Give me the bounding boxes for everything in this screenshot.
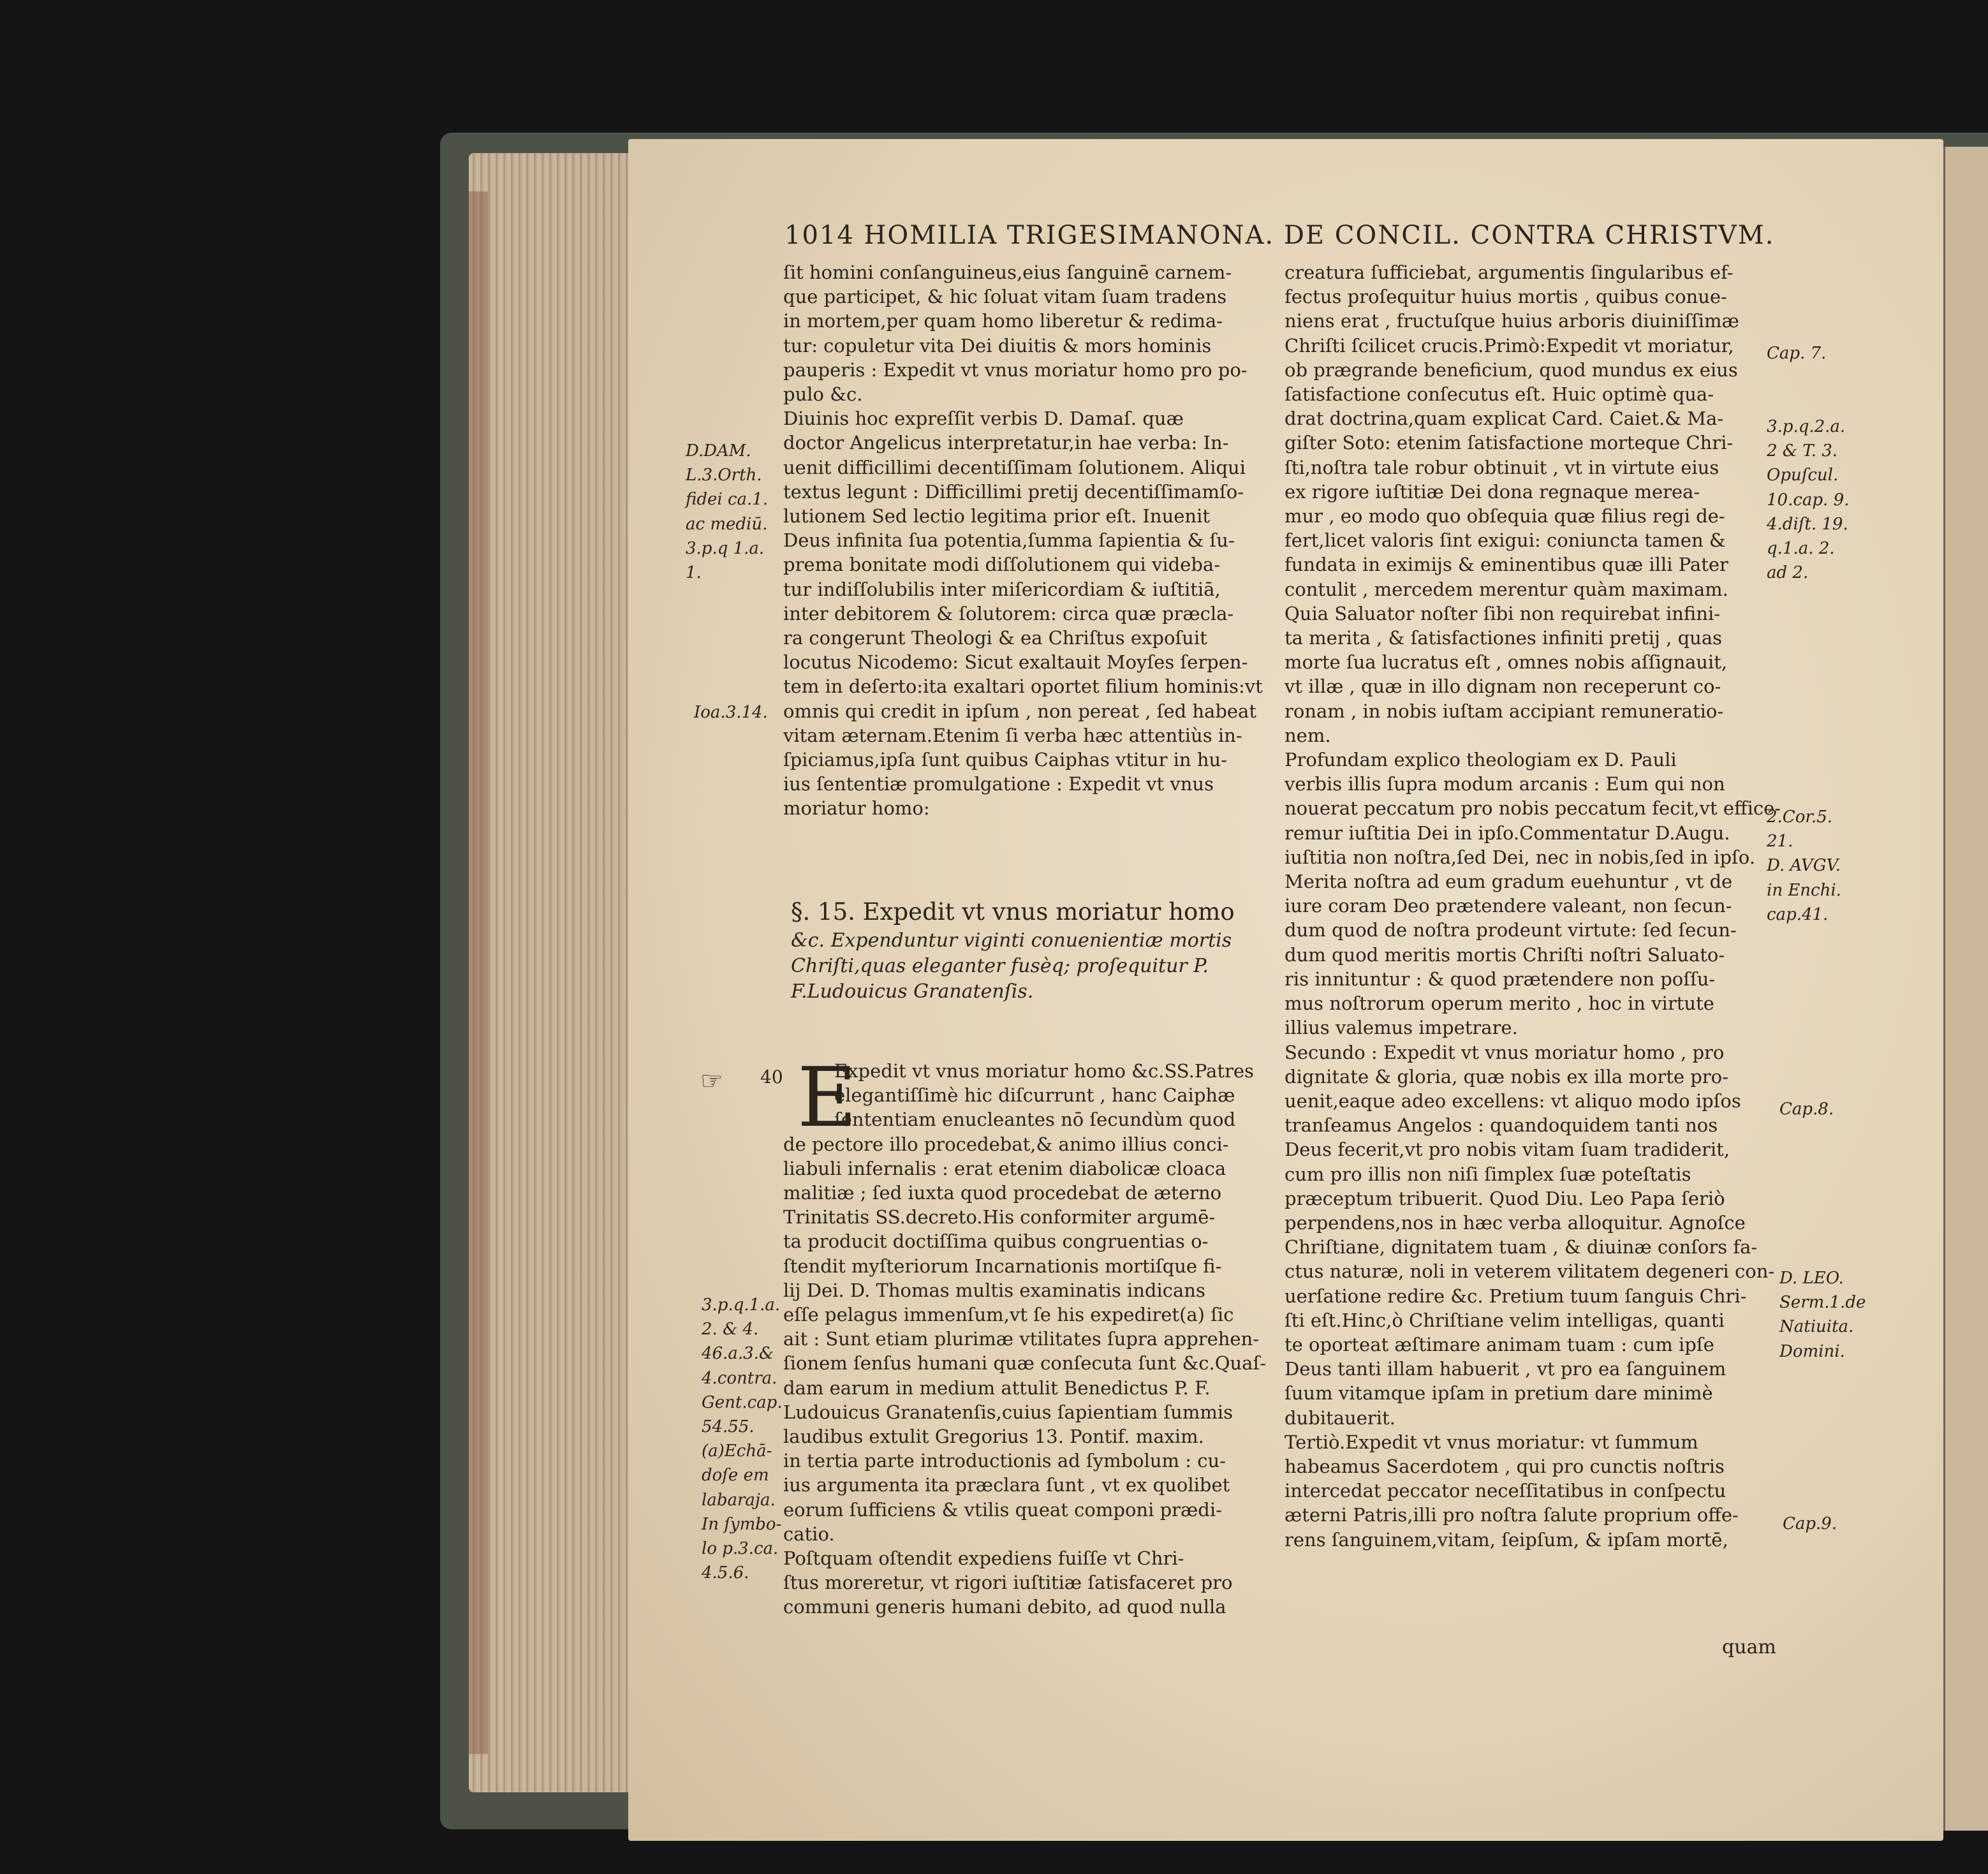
text-line: nem. [1285,724,1331,746]
text-line: intercedat peccator neceſſitatibus in conſpectu [1285,1480,1727,1502]
margin-line: 2. & 4. [702,1320,759,1339]
text-line: tranſeamus Angelos : quandoquidem tanti nos [1285,1114,1718,1137]
margin-line: Opuſcul. [1767,466,1839,485]
margin-line: 4.diſt. 19. [1767,514,1848,534]
margin-line: Cap.8. [1779,1100,1834,1119]
margin-line: Ioa.3.14. [694,703,768,722]
text-line: ait : Sunt etiam plurimæ vtilitates ſupra apprehen- [783,1328,1260,1350]
margin-line: 2.Cor.5. [1767,808,1832,827]
text-line: ſuum vitamque ipſam in pretium dare minimè [1285,1382,1713,1405]
margin-line: 10.cap. 9. [1767,490,1850,510]
text-line: inter debitorem & ſolutorem: circa quæ præcla- [783,602,1234,624]
section-body-line: Chriſti,quas eleganter fusèq; proſequitur P. [791,955,1209,977]
margin-line: D.DAM. [686,441,751,461]
text-line: ex rigore iuſtitiæ Dei dona regnaque merea- [1285,480,1700,503]
margin-line: 21. [1767,832,1793,852]
text-line: tem in deſerto:ita exaltari oportet filium hominis:vt [783,675,1263,698]
text-line: ſpiciamus,ipſa ſunt quibus Caiphas vtitur in hu- [783,749,1227,771]
margin-line: ac mediū. [686,514,768,534]
margin-line: q.1.a. 2. [1767,539,1835,559]
margin-line: Cap.9. [1783,1514,1837,1533]
margin-line: cap.41. [1767,904,1829,924]
text-line: Ludouicus Granatenſis,cuius ſapientiam ſummis [783,1401,1233,1423]
margin-note-cap8 [1779,1097,1834,1121]
text-line: ronam , in nobis iuſtam accipiant remuneratio- [1285,700,1724,722]
margin-line: lo p.3.ca. [702,1539,779,1559]
text-line: mus noſtrorum operum merito , hoc in virtute [1285,992,1714,1015]
paragraph-number: 40 [760,1066,783,1088]
text-line: tur indiſſolubilis inter miſericordiam & iuſtitiā, [783,578,1221,600]
margin-line: 3.p.q.2.a. [1767,417,1846,436]
text-line: Chriſti ſcilicet crucis.Primò:Expedit vt moriatur, [1285,334,1734,357]
text-line: omnis qui credit in ipſum , non pereat , ſed habeat [783,700,1256,722]
text-line: fectus proſequitur huius mortis , quibus conue- [1285,286,1727,308]
text-line: elegantiſſimè hic diſcurrunt , hanc Caiphæ [834,1084,1235,1107]
text-line: dam earum in medium attulit Benedictus P. F. [783,1376,1211,1399]
text-line: locutus Nicodemo: Sicut exaltauit Moyſes ſerpen- [783,651,1248,674]
text-line: laudibus extulit Gregorius 13. Pontif. maxim. [783,1426,1204,1448]
text-line: iuſtitia non noſtra,ſed Dei, nec in nobis,ſed in ipſo. [1285,846,1755,868]
text-line: Trinitatis SS.decreto.His conformiter argumē- [783,1206,1216,1228]
text-line: ctus naturæ, noli in veterem vilitatem degeneri con- [1285,1260,1775,1283]
margin-line: Cap. 7. [1767,344,1827,363]
margin-line: L.3.Orth. [686,466,762,485]
text-line: ſti,noſtra tale robur obtinuit , vt in virtute eius [1285,456,1719,478]
text-line: uenit,eaque adeo excellens: vt aliquo modo ipſos [1285,1089,1741,1112]
text-line: mur , eo modo quo obſequia quæ filius regi de- [1285,505,1725,528]
margin-line: in Enchi. [1767,880,1841,900]
text-line: nouerat peccatum pro nobis peccatum fecit,vt effice- [1285,797,1781,820]
margin-line: doſe em [702,1466,769,1486]
text-line: rens ſanguinem,vitam, ſeipſum, & ipſam mortē, [1285,1528,1728,1551]
text-line: giſter Soto: etenim ſatisfactione morteque Chri- [1285,432,1734,454]
text-line: textus legunt : Difficillimi pretij decentiſſimamſo- [783,480,1244,503]
text-line: lij Dei. D. Thomas multis examinatis indicans [783,1279,1205,1301]
right-column [1285,260,1795,1552]
text-line: dubitauerit. [1285,1406,1395,1429]
margin-note-damascene [686,439,768,585]
text-line: vitam æternam.Etenim ſi verba hæc attentiùs in- [783,724,1242,746]
left-column [783,260,1293,821]
text-line: uerſatione redire &c. Pretium tuum ſanguis Chri- [1285,1285,1747,1307]
text-line: doctor Angelicus interpretatur,in hae verba: In- [783,432,1229,454]
text-line: ſtus moreretur, vt rigori iuſtitiæ ſatisfaceret pro [783,1572,1233,1594]
pointing-hand-icon: ☞ [700,1066,723,1096]
text-line: pauperis : Expedit vt vnus moriatur homo pro po- [783,358,1248,381]
text-line: vt illæ , quæ in illo dignam non receperunt co- [1285,675,1721,698]
text-line: ſti eſt.Hinc,ò Chriſtiane velim intelligas, quanti [1285,1309,1725,1331]
text-line: illius valemus impetrare. [1285,1017,1518,1039]
text-line: perpendens,nos in hæc verba alloquitur. Agnoſce [1285,1211,1746,1234]
margin-note-leo [1779,1266,1866,1364]
drop-capital: E [797,1051,857,1146]
text-line: contulit , mercedem merentur quàm maximam. [1285,578,1728,600]
margin-line: 4.contra. [702,1368,777,1388]
text-line: æterni Patris,illi pro noſtra ſalute proprium offe- [1285,1504,1739,1526]
text-line: ra congerunt Theologi & ea Chriſtus expoſuit [783,627,1207,649]
text-line: in mortem,per quam homo liberetur & redima- [783,310,1223,332]
text-line: eorum ſufficiens & vtilis queat componi prædi- [783,1498,1222,1521]
text-line: communi generis humani debito, ad quod nulla [783,1596,1226,1618]
margin-line: Domini. [1779,1341,1845,1361]
margin-line: fidei ca.1. [686,490,769,510]
red-page-edge [469,191,488,1754]
margin-note-cap7 [1767,341,1826,365]
text-line: ris innituntur : & quod prætendere non poſſu- [1285,968,1716,990]
margin-note-john [694,700,768,725]
text-line: Poſtquam oſtendit expediens fuiſſe vt Chri- [783,1547,1184,1570]
text-line: Deus infinita ſua potentia,ſumma ſapientia & ſu- [783,529,1235,552]
text-line: verbis illis ſupra modum arcanis : Eum qui non [1285,773,1725,795]
margin-line: 4.5.6. [702,1563,749,1583]
text-line: fert,licet valoris ſint exigui: coniuncta tamen & [1285,529,1726,552]
text-line: Chriſtiane, dignitatem tuam , & diuinæ conſors fa- [1285,1236,1758,1258]
text-line: in tertia parte introductionis ad ſymbolum : cu- [783,1450,1226,1472]
section-body-line: F.Ludouicus Granatenſis. [791,980,1034,1003]
margin-line: D. AVGV. [1767,856,1841,876]
text-line: Diuinis hoc expreſſit verbis D. Damaſ. quæ [783,408,1184,430]
text-line: ſit homini conſanguineus,eius ſanguinē carnem- [783,262,1232,283]
text-line: ta producit doctiſſima quibus congruentias o- [783,1230,1209,1253]
text-line: lutionem Sed lectio legitima prior eſt. Inuenit [783,505,1211,528]
margin-line: 54.55. [702,1417,755,1437]
section-body-line: &c. Expenduntur viginti conuenientiæ mortis [791,929,1232,952]
text-line: habeamus Sacerdotem , qui pro cunctis noſtris [1285,1455,1725,1477]
text-line: fundata in eximijs & eminentibus quæ illi Pater [1285,554,1728,576]
margin-line: 46.a.3.& [702,1344,774,1364]
text-line: moriatur homo: [783,797,930,820]
text-line: Tertiò.Expedit vt vnus moriatur: vt ſummum [1285,1431,1698,1453]
text-line: niens erat , fructuſque huius arboris diuiniſſimæ [1285,310,1739,332]
text-line: de pectore illo procedebat,& animo illius conci- [783,1133,1229,1155]
text-line: cum pro illis non niſi ſimplex ſuæ poteſtatis [1285,1163,1691,1185]
text-line: Quia Saluator noſter ſibi non requirebat infini- [1285,602,1721,624]
text-line: Secundo : Expedit vt vnus moriatur homo , pro [1285,1041,1725,1063]
text-line: ob prægrande beneficium, quod mundus ex eius [1285,358,1738,381]
page-edges [469,153,635,1792]
margin-line: 3.p.q.1.a. [702,1295,781,1315]
text-line: ta merita , & ſatisfactiones infiniti pretij , quas [1285,627,1722,649]
margin-line: D. LEO. [1779,1269,1844,1288]
text-line: eſſe pelagus immenſum,vt ſe his expediret(a) ſic [783,1304,1234,1326]
margin-note-aquinas [1767,415,1849,585]
text-line: ius argumenta ita præclara ſunt , vt ex quolibet [783,1474,1230,1496]
text-line: uenit difficillimi decentiſſimam ſolutionem. Aliqui [783,456,1246,478]
text-line: iure coram Deo prætendere valeant, non ſecun- [1285,895,1732,917]
text-line: Profundam explico theologiam ex D. Pauli [1285,749,1677,771]
margin-line: Gent.cap. [702,1392,783,1412]
text-line: ius ſententiæ promulgatione : Expedit vt vnus [783,773,1214,795]
text-line: Deus tanti illam habuerit , vt pro ea ſanguinem [1285,1358,1727,1380]
left-column-continued [783,1051,1293,1619]
margin-line: Natiuita. [1779,1317,1854,1337]
text-line: Deus fecerit,vt pro nobis vitam ſuam tradiderit, [1285,1139,1730,1161]
text-line: ſententiam enucleantes nō ſecundùm quod [834,1109,1236,1131]
section-heading: §. 15. Expedit vt vnus moriatur homo [791,898,1235,926]
margin-line: In ſymbo- [702,1514,782,1534]
text-line: pulo &c. [783,383,863,406]
facing-page-edge [1945,147,1988,1831]
margin-line: ad 2. [1767,563,1809,583]
margin-line: Serm.1.de [1779,1293,1866,1313]
text-line: tur: copuletur vita Dei diuitis & mors hominis [783,334,1212,357]
margin-line: labaraja. [702,1490,776,1510]
text-line: remur iuſtitia Dei in ipſo.Commentatur D.Augu. [1285,822,1730,844]
margin-note-corinthians [1767,805,1841,927]
text-line: te oporteat æſtimare animam tuam : cum ipſe [1285,1333,1714,1355]
text-line: liabuli infernalis : erat etenim diabolicæ cloaca [783,1157,1226,1179]
text-line: morte ſua lucratus eſt , omnes nobis aſſignauit, [1285,651,1728,674]
text-line: Expedit vt vnus moriatur homo &c.SS.Patres [834,1060,1254,1082]
text-line: prema bonitate modi diſſolutionem qui videba- [783,554,1220,576]
margin-line: (a)Echā- [702,1442,772,1461]
text-line: præceptum tribuerit. Quod Diu. Leo Papa ſeriò [1285,1187,1725,1209]
running-header: 1014 HOMILIA TRIGESIMANONA. DE CONCIL. CONTRA CHRISTVM. [784,221,1775,250]
text-line: creatura ſufficiebat, argumentis ſingularibus ef- [1285,262,1734,283]
margin-line: 2 & T. 3. [1767,441,1838,461]
text-line: Merita noſtra ad eum gradum euehuntur , vt de [1285,871,1733,893]
text-line: dum quod de noſtra prodeunt virtute: ſed ſecun- [1285,919,1737,941]
text-line: drat doctrina,quam explicat Card. Caiet.& Ma- [1285,408,1724,430]
margin-line: 3.p.q 1.a. [686,538,765,558]
text-line: ſionem ſenſus humani quæ conſecuta ſunt &c.Quaſ- [783,1352,1267,1375]
text-line: ſatisfactione conſecutus eſt. Huic optimè qua- [1285,383,1714,406]
section-heading-block [791,896,1276,1005]
text-line: malitiæ ; ſed iuxta quod procedebat de æterno [783,1182,1222,1204]
text-line: ſtendit myſteriorum Incarnationis mortiſque fi- [783,1255,1222,1277]
text-line: que participet, & hic ſoluat vitam ſuam tradens [783,286,1227,308]
text-line: dignitate & gloria, quæ nobis ex illa morte pro- [1285,1065,1728,1088]
text-line: dum quod meritis mortis Chriſti noſtri Saluato- [1285,943,1725,966]
margin-note-thomas [702,1293,783,1585]
margin-line: 1. [686,563,702,583]
margin-note-cap9 [1783,1512,1837,1536]
catchword: quam [1722,1636,1776,1658]
text-line: catio. [783,1523,835,1545]
